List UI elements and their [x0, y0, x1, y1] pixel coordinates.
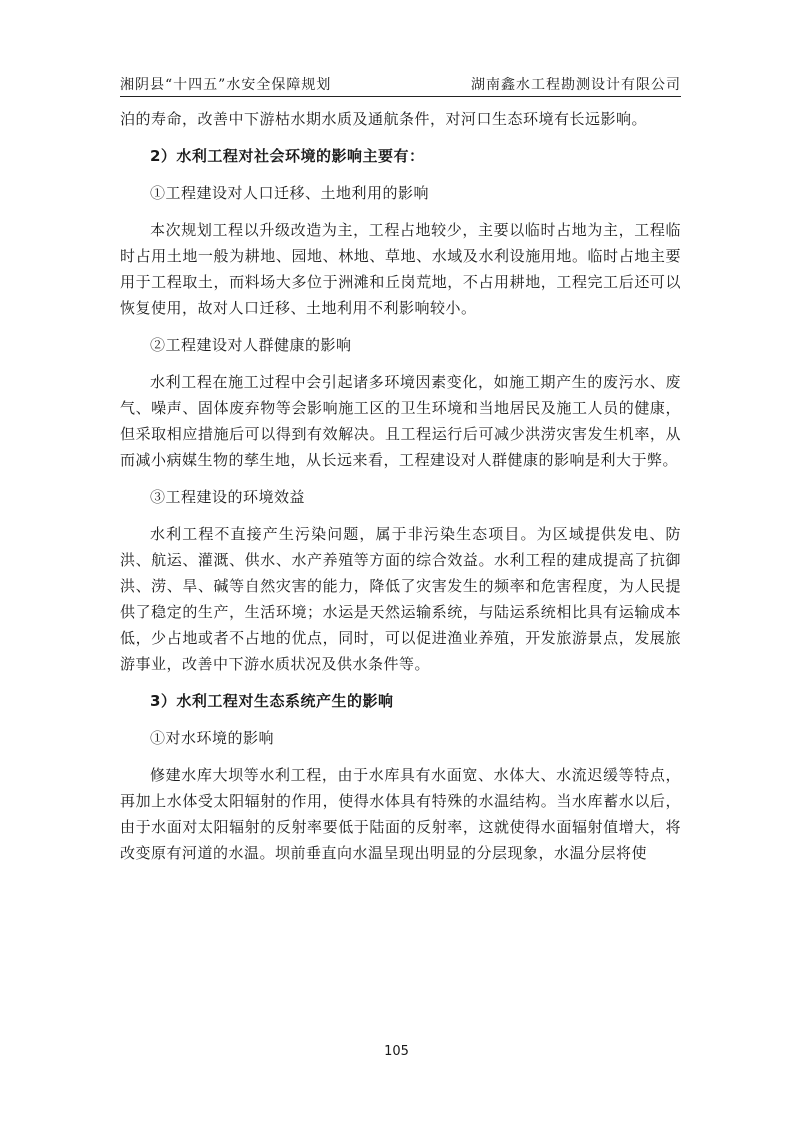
- header-document-title: 湘阴县“十四五”水安全保障规划: [120, 77, 332, 93]
- page-header: [120, 70, 681, 94]
- paragraph-public-health: 水利工程在施工过程中会引起诸多环境因素变化，如施工期产生的废污水、废气、噪声、固体废弃物等会影响施工区的卫生环境和当地居民及施工人员的健康，但采取相应措施后可以得到有效解决。且工程运行后可减少洪涝灾害发生机率，从而减小病媒生物的孳生地，从长远来看，工程建设对人群健康的影响是利大于弊。: [120, 373, 681, 469]
- subheading-migration-land-use: ①工程建设对人口迁移、土地利用的影响: [150, 184, 430, 202]
- paragraph-migration-land-use: 本次规划工程以升级改造为主，工程占地较少，主要以临时占地为主，工程临时占用土地一般为耕地、园地、林地、草地、水域及水利设施用地。临时占地主要用于工程取土，而料场大多位于洲滩和丘岗荒地，不占用耕地，工程完工后还可以恢复使用，故对人口迁移、土地利用不利影响较小。: [120, 221, 681, 317]
- paragraph-water-environment: 修建水库大坝等水利工程，由于水库具有水面宽、水体大、水流迟缓等特点，再加上水体受太阳辐射的作用，使得水体具有特殊的水温结构。当水库蓄水以后，由于水面对太阳辐射的反射率要低于陆面的反射率，这就使得水面辐射值增大，将改变原有河道的水温。坝前垂直向水温呈现出明显的分层现象，水温分层将使: [120, 766, 681, 862]
- section-heading-social-impact: 2）水利工程对社会环境的影响主要有：: [150, 147, 425, 165]
- subheading-public-health: ②工程建设对人群健康的影响: [150, 336, 352, 354]
- page-body: [120, 106, 681, 866]
- header-divider: [120, 96, 681, 97]
- continued-paragraph: 泊的寿命，改善中下游枯水期水质及通航条件，对河口生态环境有长远影响。: [120, 110, 648, 128]
- subheading-water-environment: ①对水环境的影响: [150, 729, 275, 747]
- section-heading-ecosystem-impact: 3）水利工程对生态系统产生的影响: [150, 692, 394, 710]
- header-company-name: 湖南鑫水工程勘测设计有限公司: [471, 77, 681, 93]
- subheading-environmental-benefit: ③工程建设的环境效益: [150, 488, 306, 506]
- page-number: 105: [384, 1044, 409, 1059]
- paragraph-environmental-benefit: 水利工程不直接产生污染问题，属于非污染生态项目。为区域提供发电、防洪、航运、灌溉、供水、水产养殖等方面的综合效益。水利工程的建成提高了抗御洪、涝、旱、碱等自然灾害的能力，降低了灾害发生的频率和危害程度，为人民提供了稳定的生产，生活环境；水运是天然运输系统，与陆运系统相比具有运输成本低，少占地或者不占地的优点，同时，可以促进渔业养殖，开发旅游景点，发展旅游事业，改善中下游水质状况及供水条件等。: [120, 525, 681, 673]
